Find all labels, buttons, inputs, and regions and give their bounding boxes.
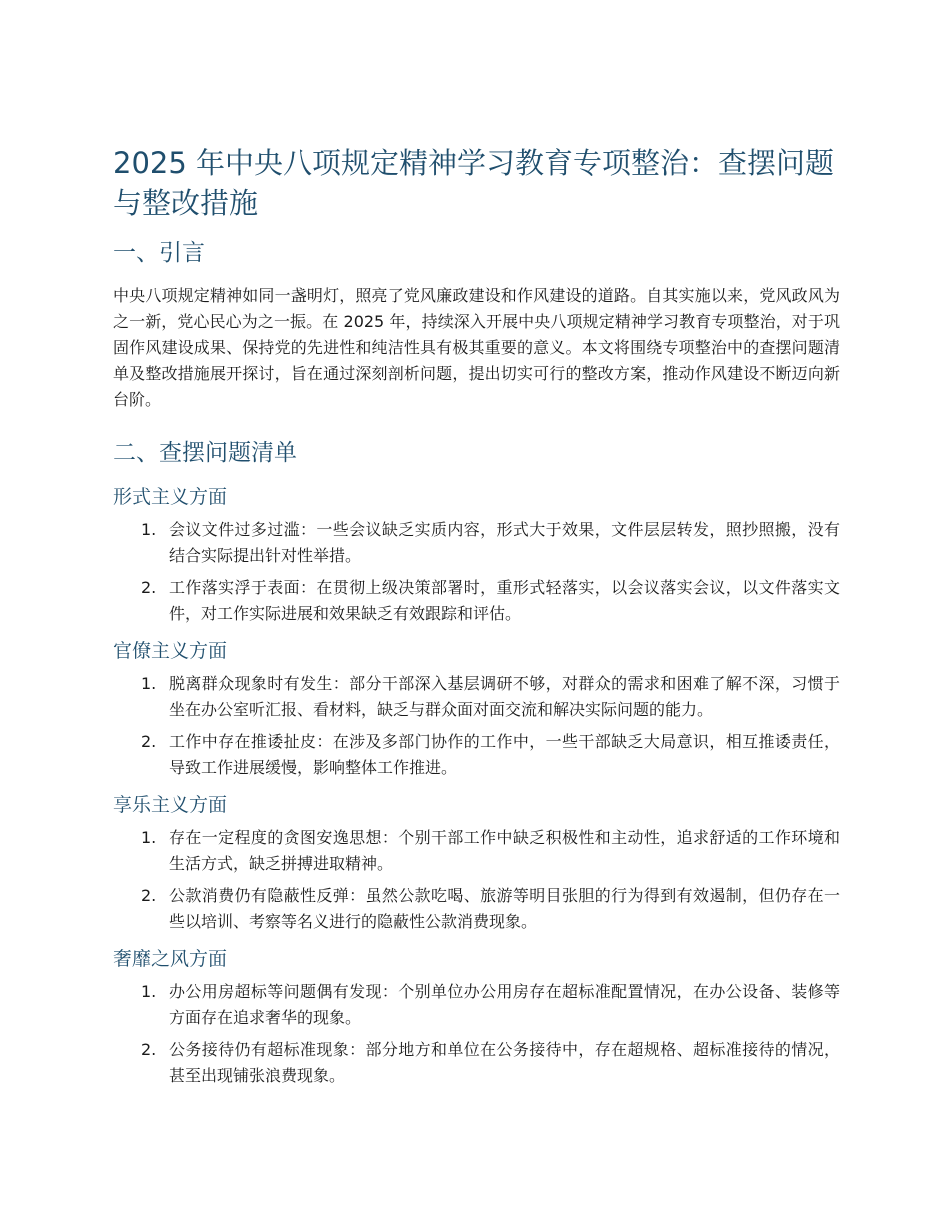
document-title: 2025 年中央八项规定精神学习教育专项整治：查摆问题与整改措施 bbox=[113, 146, 835, 220]
list-item-text: 存在一定程度的贪图安逸思想：个别干部工作中缺乏积极性和主动性，追求舒适的工作环境和生活方式，缺乏拼搏进取精神。 bbox=[169, 828, 840, 873]
subsection-heading-formalism: 形式主义方面 bbox=[113, 486, 228, 508]
list-item-text: 办公用房超标等问题偶有发现：个别单位办公用房存在超标准配置情况，在办公设备、装修等方面存在追求奢华的现象。 bbox=[169, 982, 840, 1027]
list-number: 1. bbox=[141, 674, 157, 693]
list-item-text: 脱离群众现象时有发生：部分干部深入基层调研不够，对群众的需求和困难了解不深，习惯于坐在办公室听汇报、看材料，缺乏与群众面对面交流和解决实际问题的能力。 bbox=[169, 674, 840, 719]
list-item bbox=[113, 671, 840, 723]
list-item bbox=[113, 825, 840, 877]
intro-paragraph: 中央八项规定精神如同一盏明灯，照亮了党风廉政建设和作风建设的道路。自其实施以来，党风政风为之一新，党心民心为之一振。在 2025 年，持续深入开展中央八项规定精神学习教育专项整治，对于巩固作风建设成果、保持党的先进性和纯洁性具有极其重要的意义。本文将围绕专项整治中的查摆问题清单及整改措施展开探讨，旨在通过深刻剖析问题，提出切实可行的整改方案，推动作风建设不断迈向新台阶。 bbox=[113, 286, 840, 409]
list-item-text: 公款消费仍有隐蔽性反弹：虽然公款吃喝、旅游等明目张胆的行为得到有效遏制，但仍存在一些以培训、考察等名义进行的隐蔽性公款消费现象。 bbox=[169, 886, 840, 931]
list-item bbox=[113, 729, 840, 781]
formalism-list bbox=[113, 517, 840, 627]
list-item bbox=[113, 979, 840, 1031]
list-number: 2. bbox=[141, 578, 157, 597]
list-item bbox=[113, 517, 840, 569]
list-number: 1. bbox=[141, 828, 157, 847]
list-number: 2. bbox=[141, 732, 157, 751]
list-item bbox=[113, 883, 840, 935]
subsection-heading-extravagance: 奢靡之风方面 bbox=[113, 948, 228, 970]
section-heading-problem-list: 二、查摆问题清单 bbox=[113, 440, 297, 466]
list-number: 2. bbox=[141, 886, 157, 905]
bureaucracy-list bbox=[113, 671, 840, 781]
list-item-text: 公务接待仍有超标准现象：部分地方和单位在公务接待中，存在超规格、超标准接待的情况，甚至出现铺张浪费现象。 bbox=[169, 1040, 840, 1085]
extravagance-list bbox=[113, 979, 840, 1089]
list-item bbox=[113, 575, 840, 627]
list-item-text: 工作落实浮于表面：在贯彻上级决策部署时，重形式轻落实，以会议落实会议，以文件落实文件，对工作实际进展和效果缺乏有效跟踪和评估。 bbox=[169, 578, 840, 623]
list-item-text: 会议文件过多过滥：一些会议缺乏实质内容，形式大于效果，文件层层转发，照抄照搬，没有结合实际提出针对性举措。 bbox=[169, 520, 840, 565]
list-item bbox=[113, 1037, 840, 1089]
list-number: 2. bbox=[141, 1040, 157, 1059]
subsection-heading-hedonism: 享乐主义方面 bbox=[113, 794, 228, 816]
list-item-text: 工作中存在推诿扯皮：在涉及多部门协作的工作中，一些干部缺乏大局意识，相互推诿责任，导致工作进展缓慢，影响整体工作推进。 bbox=[169, 732, 840, 777]
subsection-heading-bureaucracy: 官僚主义方面 bbox=[113, 640, 228, 662]
list-number: 1. bbox=[141, 982, 157, 1001]
list-number: 1. bbox=[141, 520, 157, 539]
hedonism-list bbox=[113, 825, 840, 935]
section-heading-intro: 一、引言 bbox=[113, 240, 205, 266]
